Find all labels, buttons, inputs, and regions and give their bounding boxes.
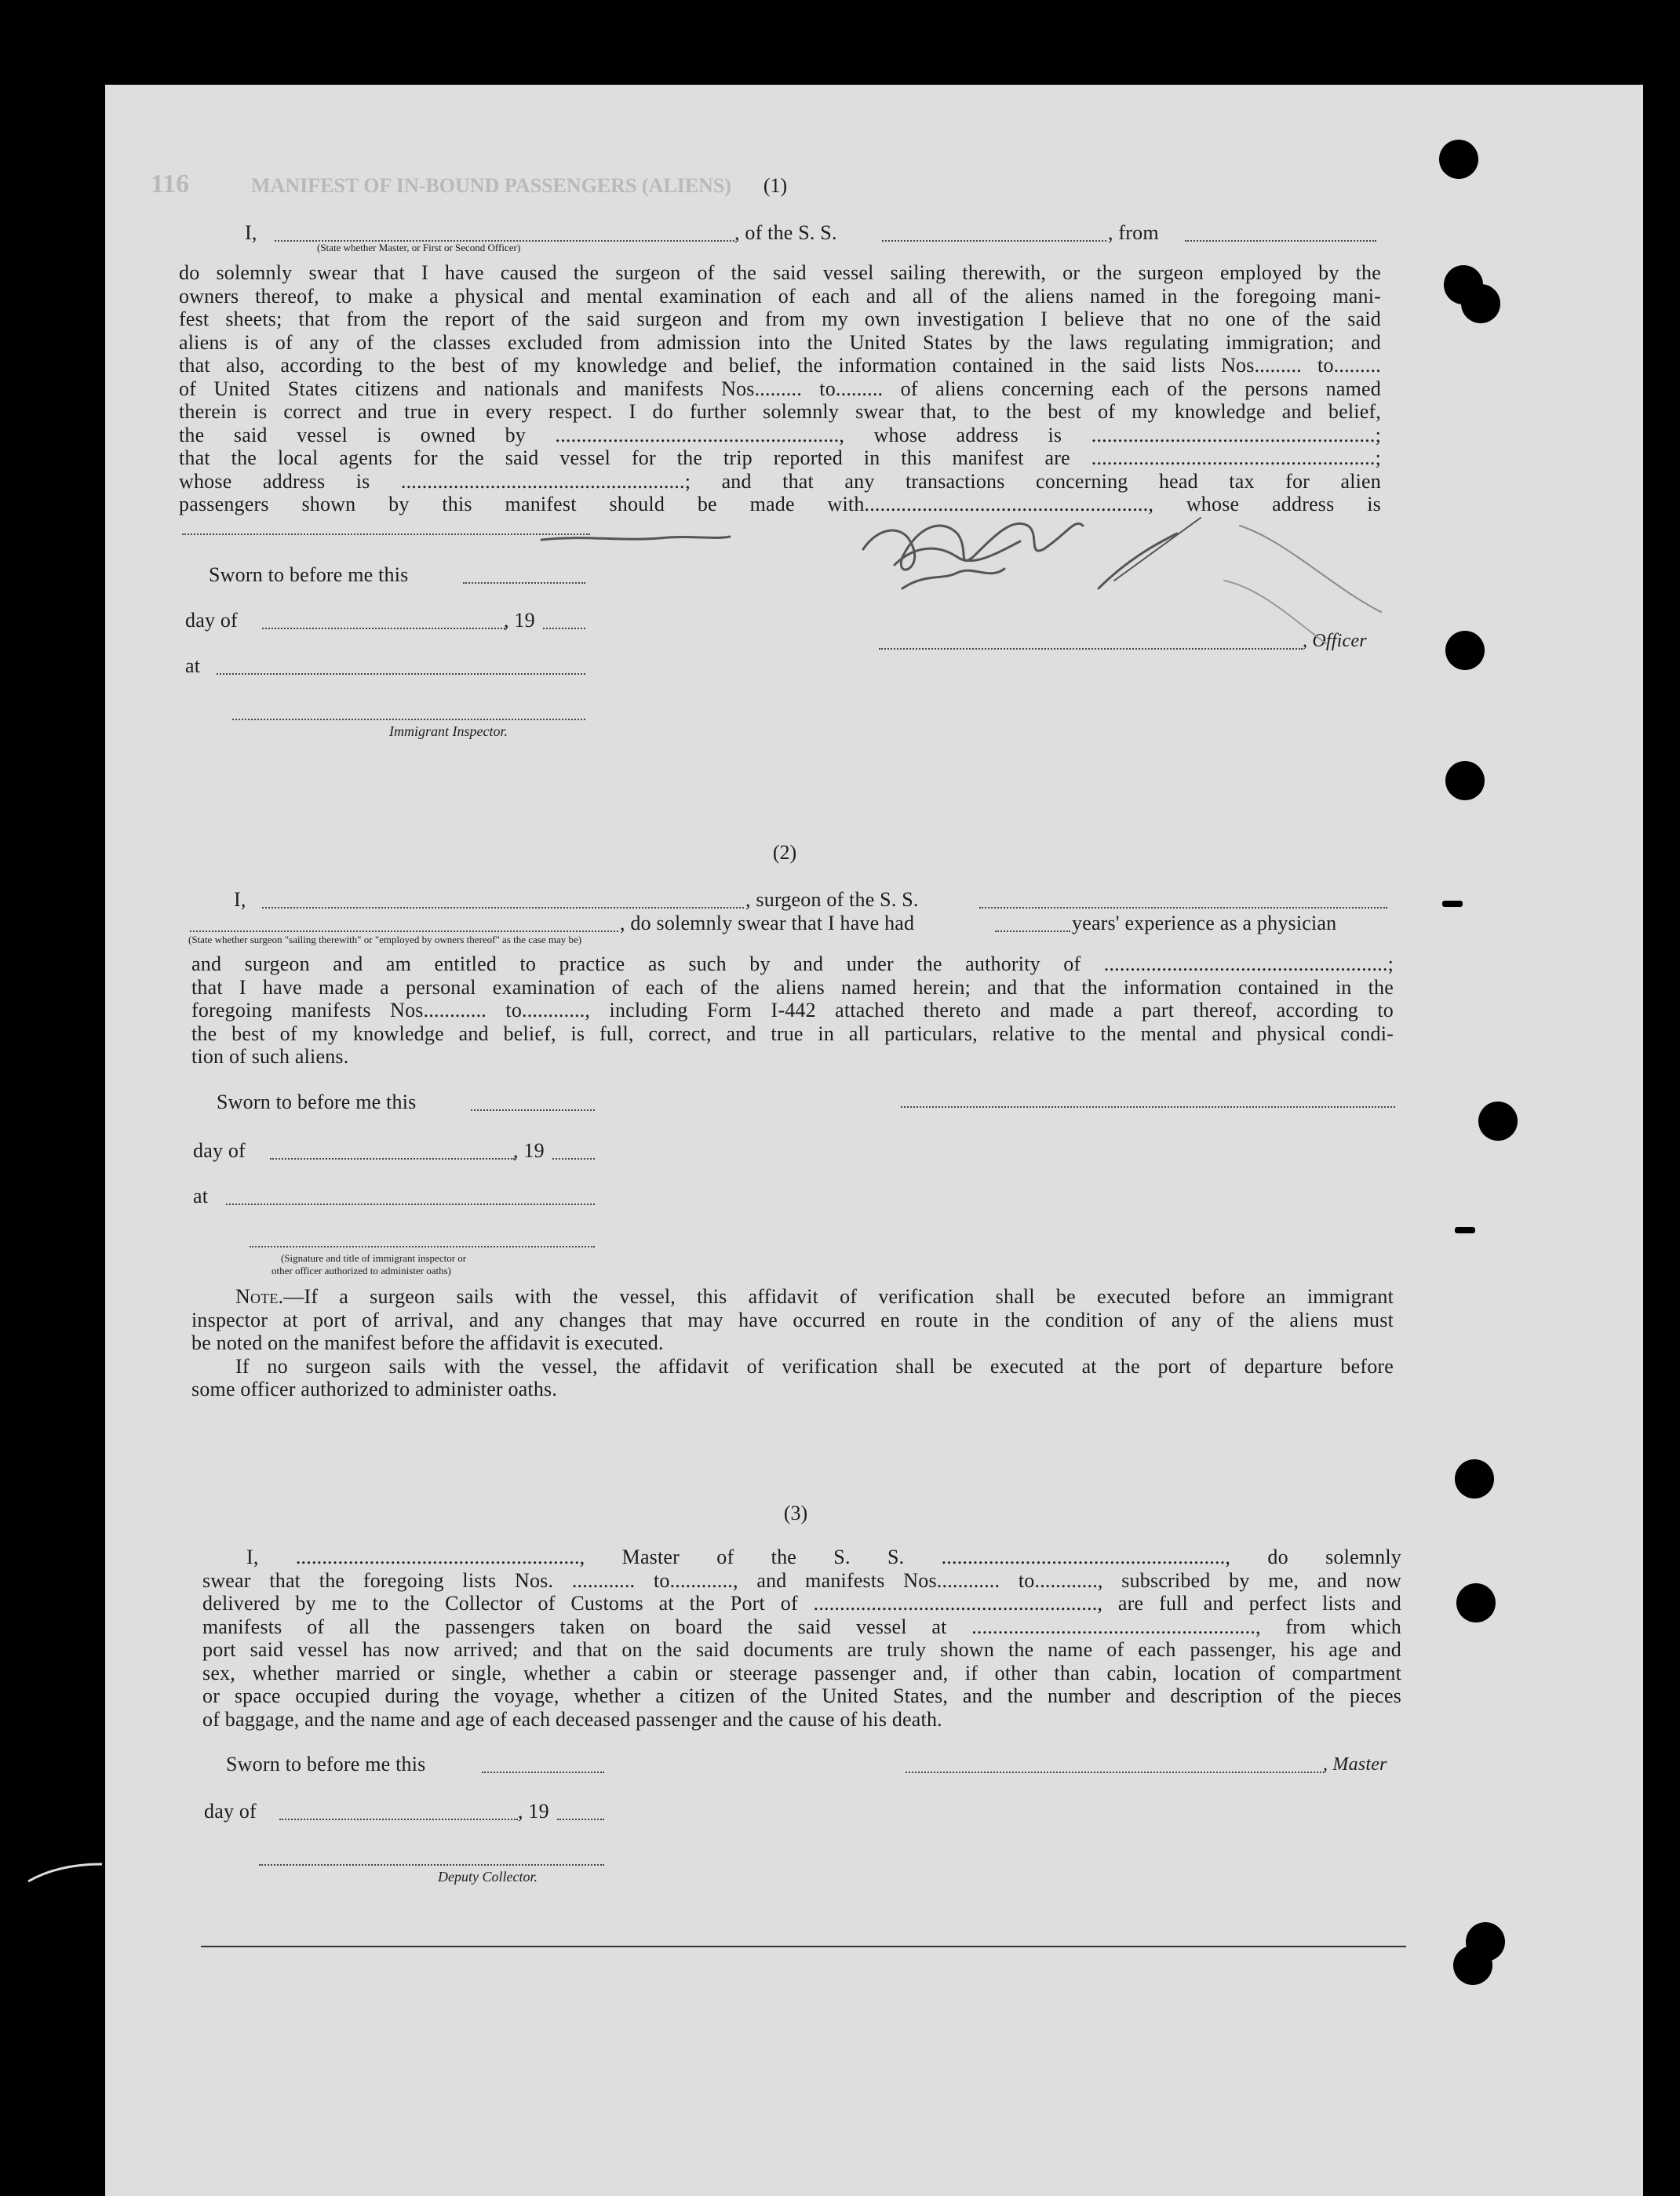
bottom-rule <box>201 1946 1406 1947</box>
s2-note-line <box>191 1285 1394 1309</box>
binder-hole-icon <box>1445 761 1485 800</box>
s3-sworn-label: Sworn to before me this <box>226 1753 426 1775</box>
section-3-heading: (3) <box>783 1502 808 1524</box>
s2-line2-years: years' experience as a physician <box>1072 912 1337 934</box>
s3-collector-blank <box>259 1864 604 1866</box>
s2-note-text: —If a surgeon sails with the vessel, this affidavit of verification shall be executed before an immigrant <box>283 1285 1394 1308</box>
s3-day-label: day of <box>204 1800 257 1823</box>
s2-note-line: inspector at port of arrival, and any changes that may have occurred en route in the condition of any of the aliens must <box>191 1308 1394 1331</box>
s1-at-blank <box>217 673 585 675</box>
s1-body-line: do solemnly swear that I have caused the surgeon of the said vessel sailing therewith, or the surgeon employed by the <box>179 261 1381 284</box>
binder-hole-icon <box>1455 1459 1494 1499</box>
s1-address-blank <box>182 534 590 535</box>
s3-body-line: sex, whether married or single, whether a cabin or steerage passenger and, if other than cabin, location of compartment <box>202 1661 1401 1684</box>
s3-master-blank <box>906 1772 1325 1773</box>
s3-collector-label: Deputy Collector. <box>438 1869 538 1885</box>
section-2-heading: (2) <box>772 841 797 864</box>
s2-sig-note-1: (Signature and title of immigrant inspector or <box>281 1252 467 1264</box>
s2-name-blank <box>262 907 744 909</box>
s3-body-line: swear that the foregoing lists Nos. ............ to............, and manifests Nos............ to............, subscribed by me, and now <box>202 1568 1401 1592</box>
s2-sig-note-2: other officer authorized to administer oaths) <box>271 1265 451 1276</box>
punch-mark-icon <box>1455 1227 1475 1233</box>
binder-hole-icon <box>1456 1583 1496 1622</box>
faint-header-text: MANIFEST OF IN-BOUND PASSENGERS (ALIENS) <box>251 174 732 197</box>
s1-at-label: at <box>185 654 201 677</box>
s2-sworn-blank <box>471 1109 595 1111</box>
s2-note2-line: some officer authorized to administer oaths. <box>191 1378 558 1400</box>
binder-hole-icon <box>1445 631 1485 670</box>
s1-line1-ss: , of the S. S. <box>734 221 837 244</box>
binder-hole-icon <box>1478 1102 1518 1141</box>
s3-body-line: of baggage, and the name and age of each deceased passenger and the cause of his death. <box>202 1707 942 1731</box>
s1-day-label: day of <box>185 609 238 632</box>
s2-at-blank <box>226 1204 595 1205</box>
section-2-body <box>191 952 1394 1069</box>
s3-year-label: , 19 <box>518 1800 549 1823</box>
s3-year-blank <box>557 1819 604 1820</box>
scratch-mark <box>24 1844 110 1891</box>
s2-surgeon-note: (State whether surgeon "sailing therewith" or "employed by owners thereof" as the case may be) <box>188 934 582 945</box>
s1-officer-note: (State whether Master, or First or Second Officer) <box>317 242 521 253</box>
s3-body-line: delivered by me to the Collector of Customs at the Port of ......................................................, are full and perfect lists and <box>202 1592 1401 1615</box>
officer-signature <box>534 494 1397 651</box>
s1-from-blank <box>1185 240 1376 242</box>
s2-sailing-blank <box>190 930 618 932</box>
s2-signature-blank <box>901 1106 1395 1108</box>
s1-year-label: , 19 <box>504 609 535 632</box>
s2-note-label: Note. <box>235 1285 284 1308</box>
s1-body-line: aliens is of any of the classes excluded from admission into the United States by the laws regulating immigration; and <box>179 330 1381 354</box>
s2-body-line: the best of my knowledge and belief, is full, correct, and true in all particulars, relative to the mental and physical condi- <box>191 1022 1394 1045</box>
s3-body-line: I, ......................................................, Master of the S. S. ......................................................, do solemnly <box>246 1546 1401 1568</box>
s1-body-line: therein is correct and true in every respect. I do further solemnly swear that, to the best of my knowledge and belief, <box>179 400 1381 423</box>
binder-hole-icon <box>1461 284 1500 323</box>
s2-year-label: , 19 <box>513 1139 545 1162</box>
s1-inspector-blank <box>232 719 585 720</box>
s3-body-line: or space occupied during the voyage, whether a citizen of the United States, and the number and description of the pieces <box>202 1684 1401 1707</box>
s2-day-label: day of <box>193 1139 246 1162</box>
s1-line1-i: I, <box>245 221 257 244</box>
section-1-body <box>179 261 1381 516</box>
s1-body-line: that also, according to the best of my knowledge and belief, the information contained in the said lists Nos......... to......... <box>179 354 1381 377</box>
section-1-heading: (1) <box>763 174 788 197</box>
s3-body-line: manifests of all the passengers taken on board the said vessel at ......................................................, from which <box>202 1615 1401 1638</box>
s1-body-line: the said vessel is owned by ......................................................, whose address is ......................................................; <box>179 423 1381 446</box>
faint-header-number: 116 <box>151 169 190 198</box>
s2-line2-swear: , do solemnly swear that I have had <box>620 912 915 934</box>
s1-body-line: passengers shown by this manifest should be made with......................................................, whose address is <box>179 493 1381 515</box>
s2-line1-i: I, <box>234 888 246 911</box>
s1-body-line: that the local agents for the said vessel for the trip reported in this manifest are ......................................................; <box>179 446 1381 469</box>
s1-inspector-label: Immigrant Inspector. <box>389 723 508 739</box>
s1-body-line: owners thereof, to make a physical and mental examination of each and all of the aliens named in the foregoing mani- <box>179 284 1381 308</box>
s2-day-blank <box>270 1158 515 1160</box>
s1-sworn-label: Sworn to before me this <box>209 563 409 586</box>
s2-body-line: and surgeon and am entitled to practice as such by and under the authority of ......................................................; <box>191 952 1394 975</box>
s3-sworn-blank <box>482 1772 604 1773</box>
s2-body-line: tion of such aliens. <box>191 1045 349 1068</box>
s2-body-line: foregoing manifests Nos............ to............, including Form I-442 attached thereto and made a part thereof, according to <box>191 999 1394 1022</box>
s1-body-line: of United States citizens and nationals and manifests Nos......... to......... of aliens concerning each of the persons named <box>179 377 1381 400</box>
section-2-note <box>191 1285 1394 1401</box>
s2-at-label: at <box>193 1185 209 1207</box>
s1-line1-from: , from <box>1108 221 1159 244</box>
s1-ss-blank <box>882 240 1106 242</box>
s3-day-blank <box>279 1819 518 1820</box>
s3-body-line: port said vessel has now arrived; and that on the said documents are truly shown the name of each passenger, his age and <box>202 1638 1401 1661</box>
s2-years-blank <box>995 930 1070 932</box>
binder-hole-icon <box>1439 140 1478 179</box>
s2-body-line: that I have made a personal examination of each of the aliens named herein; and that the information contained in the <box>191 975 1394 999</box>
s1-day-blank <box>262 628 505 629</box>
s2-line1-surgeon: , surgeon of the S. S. <box>745 888 919 911</box>
s2-ss-blank <box>979 907 1387 909</box>
s1-body-line: whose address is ......................................................; and that any transactions concerning head tax for alien <box>179 469 1381 493</box>
section-3-body <box>202 1546 1401 1731</box>
binder-hole-icon <box>1466 1922 1505 1961</box>
s1-officer-label: , Officer <box>1303 631 1367 651</box>
s2-year-blank <box>552 1158 595 1160</box>
s2-note-line: be noted on the manifest before the affidavit is executed. <box>191 1331 664 1354</box>
s3-master-label: , Master <box>1323 1754 1387 1775</box>
punch-mark-icon <box>1442 901 1463 907</box>
s2-note2-line: If no surgeon sails with the vessel, the affidavit of verification shall be executed at the port of departure before <box>235 1354 1394 1378</box>
s2-sworn-label: Sworn to before me this <box>217 1091 417 1113</box>
s2-inspector-blank <box>250 1246 595 1247</box>
s1-body-line: fest sheets; that from the report of the said surgeon and from my own investigation I believe that no one of the said <box>179 308 1381 330</box>
